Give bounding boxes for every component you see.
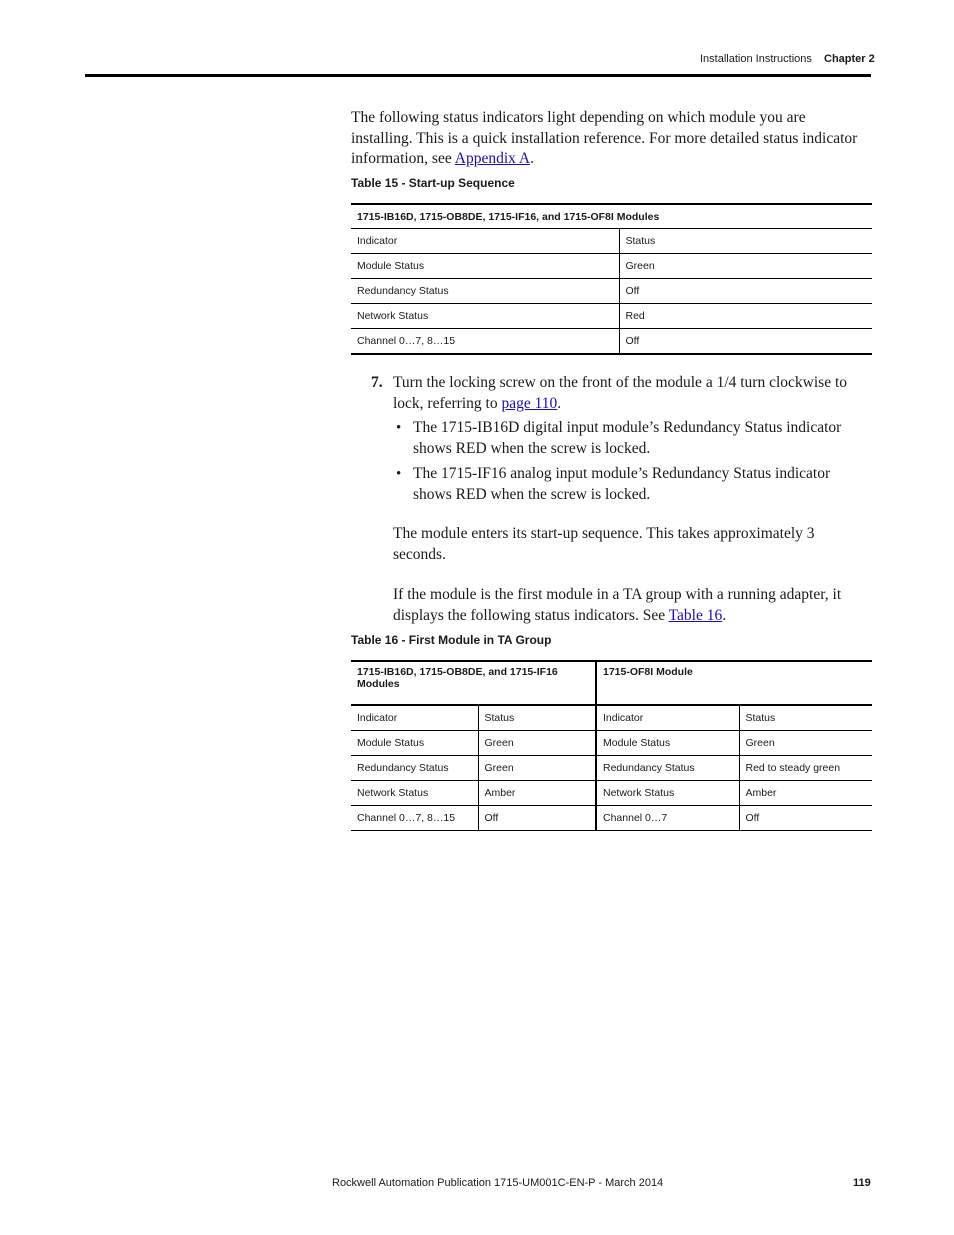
table-16-caption: Table 16 - First Module in TA Group [351, 633, 552, 647]
table-cell: Indicator [596, 705, 739, 731]
bullet-marker: • [396, 466, 402, 482]
table-cell: Status [739, 705, 872, 731]
table-cell: Module Status [351, 731, 478, 756]
table-cell: Channel 0…7, 8…15 [351, 806, 478, 831]
running-header-chapter: Chapter 2 [824, 53, 875, 65]
footer-publication: Rockwell Automation Publication 1715-UM001C-EN-P - March 2014 [332, 1177, 664, 1189]
table-row [351, 806, 872, 831]
table-row [351, 304, 872, 329]
table-header-right: 1715-OF8I Module [596, 661, 872, 705]
table-cell: Network Status [351, 304, 619, 329]
step-text: . [557, 394, 562, 412]
table-cell: Red [619, 304, 872, 329]
table-cell: Green [739, 731, 872, 756]
page-110-link[interactable]: page 110 [501, 394, 558, 412]
table-row [351, 781, 872, 806]
table-row [351, 229, 872, 254]
step-line: Turn the locking screw on the front of the module a 1/4 turn clockwise to [393, 374, 848, 391]
table-15-caption: Table 15 - Start-up Sequence [351, 176, 515, 190]
table-cell: Red to steady green [739, 756, 872, 781]
intro-line [351, 149, 881, 170]
table-cell: Amber [478, 781, 596, 806]
intro-text: . [530, 150, 534, 167]
table-cell: Module Status [596, 731, 739, 756]
table-cell: Green [619, 254, 872, 279]
bullet-line: The 1715-IF16 analog input module’s Redundancy Status indicator [413, 465, 831, 482]
table-row [351, 254, 872, 279]
table-cell: Green [478, 731, 596, 756]
step-text: lock, referring to [393, 394, 502, 412]
bullet-marker: • [396, 420, 402, 436]
ta-group-paragraph [393, 585, 883, 626]
table-cell: Off [745, 812, 760, 824]
header-rule [85, 74, 871, 77]
table-cell: Off [478, 806, 596, 831]
table-cell: Redundancy Status [596, 756, 739, 781]
intro-paragraph [351, 108, 881, 170]
bullet-item [413, 418, 883, 459]
table-cell: Redundancy Status [351, 279, 619, 304]
table-cell: Module Status [351, 254, 619, 279]
table-row [351, 756, 872, 781]
table-cell: Indicator [351, 229, 619, 254]
bullet-line: shows RED when the screw is locked. [413, 485, 651, 503]
paragraph-text: displays the following status indicators. See [393, 606, 669, 624]
table-cell: Off [619, 279, 872, 304]
table-row [351, 705, 872, 731]
paragraph-line [393, 606, 883, 627]
table-row [351, 329, 872, 355]
bullet-line: shows RED when the screw is locked. [413, 439, 651, 457]
step-7-text [393, 373, 883, 414]
table-cell: Green [478, 756, 596, 781]
paragraph-line: If the module is the first module in a TA group with a running adapter, it [393, 586, 842, 603]
table-row [351, 279, 872, 304]
table-cell: Indicator [351, 705, 478, 731]
table-cell: Redundancy Status [351, 756, 478, 781]
table-cell: Status [478, 705, 596, 731]
intro-line: installing. This is a quick installation reference. For more detailed status indicator [351, 129, 858, 147]
table-header: 1715-IB16D, 1715-OB8DE, 1715-IF16, and 1715-OF8I Modules [351, 204, 872, 229]
table-row [351, 731, 872, 756]
appendix-a-link[interactable]: Appendix A [454, 150, 531, 167]
paragraph-line: The module enters its start-up sequence. This takes approximately 3 [393, 525, 815, 542]
header-line: 1715-IB16D, 1715-OB8DE, and 1715-IF16 [357, 666, 558, 678]
intro-text: information, see [351, 150, 455, 167]
header-line: Modules [357, 678, 400, 690]
step-number: 7. [371, 374, 383, 391]
page-number: 119 [853, 1177, 871, 1189]
intro-line: The following status indicators light depending on which module you are [351, 109, 806, 126]
running-header-section: Installation Instructions [700, 53, 812, 65]
first-module-ta-group-table [351, 660, 872, 831]
bullet-line: The 1715-IB16D digital input module’s Redundancy Status indicator [413, 419, 842, 436]
table-cell: Amber [739, 781, 872, 806]
table-header-left [351, 661, 596, 705]
startup-paragraph [393, 524, 883, 565]
table-cell: Network Status [596, 781, 739, 806]
table-cell: Network Status [351, 781, 478, 806]
step-line [393, 394, 883, 415]
start-up-sequence-table [351, 203, 872, 355]
table-cell: Channel 0…7 [596, 806, 739, 831]
bullet-item [413, 464, 883, 505]
table-cell: Status [619, 229, 872, 254]
paragraph-text: . [722, 606, 727, 624]
table-cell: Off [625, 335, 640, 347]
table-16-link[interactable]: Table 16 [668, 606, 723, 624]
table-cell: Channel 0…7, 8…15 [351, 329, 619, 355]
paragraph-line: seconds. [393, 545, 446, 563]
